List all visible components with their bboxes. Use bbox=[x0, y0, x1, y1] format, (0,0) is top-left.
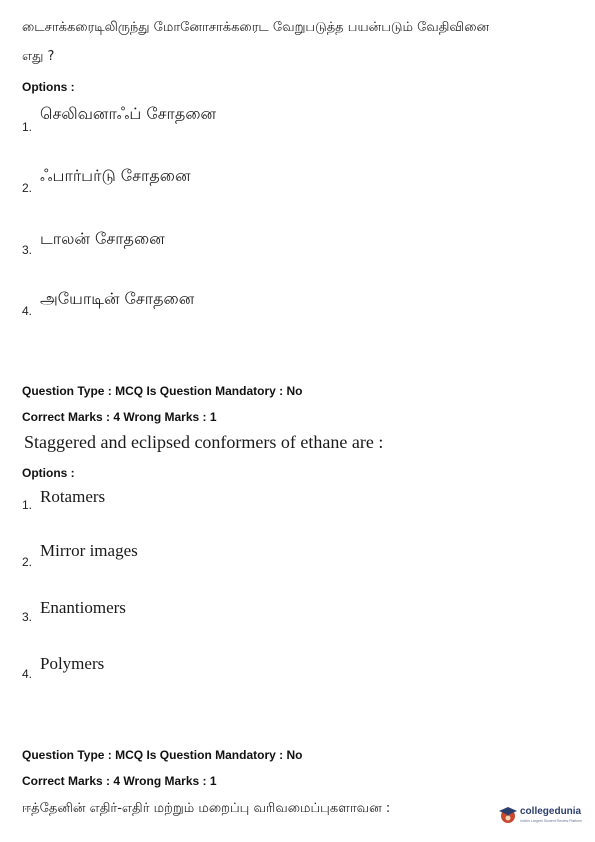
q3-meta-marks: Correct Marks : 4 Wrong Marks : 1 bbox=[22, 774, 217, 788]
option-text: டாலன் சோதனை bbox=[40, 229, 165, 248]
q2-meta-marks: Correct Marks : 4 Wrong Marks : 1 bbox=[22, 410, 217, 424]
option-number: 3. bbox=[22, 243, 33, 257]
option-number: 4. bbox=[22, 304, 33, 318]
option-text: ஃபார்பர்டு சோதனை bbox=[40, 166, 191, 185]
option-number: 2. bbox=[22, 555, 33, 569]
q3-text: ஈத்தேனின் எதிர்-எதிர் மற்றும் மறைப்பு வரிவமைப்புகளாவன : bbox=[22, 801, 391, 816]
option-text: Enantiomers bbox=[40, 598, 126, 617]
q2-text: Staggered and eclipsed conformers of ethane are : bbox=[24, 432, 384, 452]
option-number: 1. bbox=[22, 120, 33, 134]
q1-text-line1: டைசாக்கரைடிலிருந்து மோனோசாக்கரைட வேறுபடுத்த பயன்படும் வேதிவினை bbox=[22, 20, 490, 35]
option-text: அயோடின் சோதனை bbox=[40, 289, 195, 308]
option-number: 3. bbox=[22, 610, 33, 624]
logo-name: collegedunia bbox=[520, 806, 582, 817]
q1-text-line2: எது ? bbox=[22, 49, 55, 64]
q2-options-label: Options : bbox=[22, 466, 75, 480]
collegedunia-logo bbox=[498, 804, 595, 828]
q3-meta-type: Question Type : MCQ Is Question Mandatory : No bbox=[22, 748, 303, 762]
option-text: Mirror images bbox=[40, 541, 138, 560]
option-number: 2. bbox=[22, 181, 33, 195]
q1-options-label: Options : bbox=[22, 80, 75, 94]
graduate-cap-icon bbox=[498, 805, 518, 825]
option-number: 1. bbox=[22, 498, 33, 512]
option-text: Polymers bbox=[40, 654, 105, 673]
logo-tagline: India's Largest Student Review Platform bbox=[520, 819, 583, 823]
option-number: 4. bbox=[22, 667, 33, 681]
q2-meta-type: Question Type : MCQ Is Question Mandatory : No bbox=[22, 384, 303, 398]
option-text: Rotamers bbox=[40, 487, 106, 506]
option-text: செலிவனாஃப் சோதனை bbox=[40, 104, 216, 123]
